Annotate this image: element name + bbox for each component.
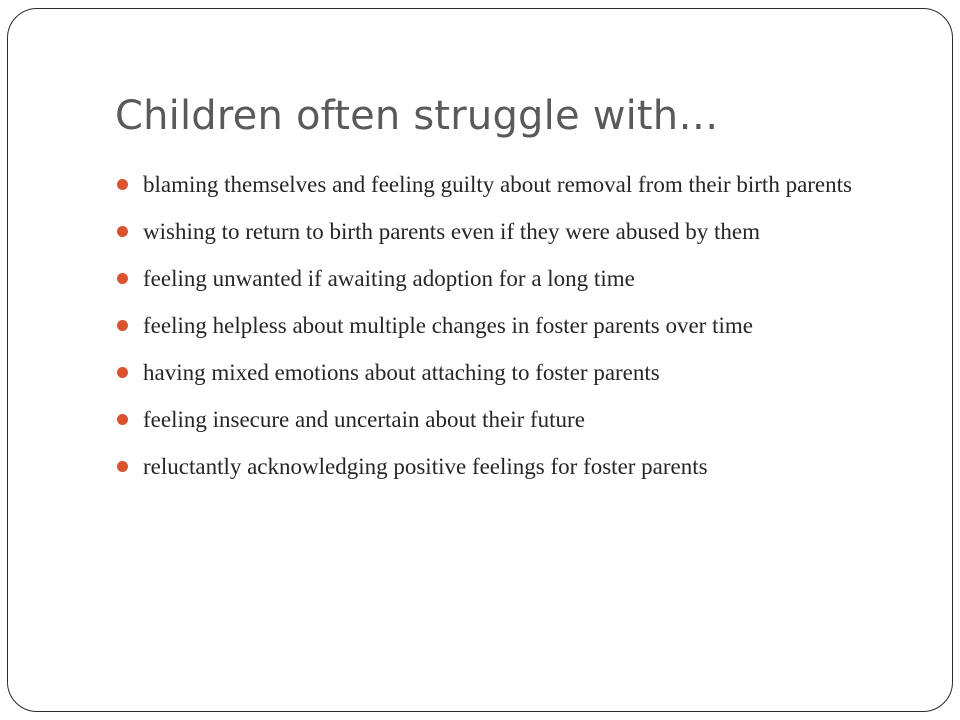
bullet-item bbox=[115, 355, 905, 390]
bullet-item bbox=[115, 261, 905, 296]
bullet-item bbox=[115, 449, 905, 484]
bullet-list bbox=[115, 167, 905, 496]
bullet-text: blaming themselves and feeling guilty about removal from their birth parents bbox=[143, 172, 852, 197]
bullet-dot-icon bbox=[117, 226, 128, 237]
bullet-dot-icon bbox=[117, 461, 128, 472]
bullet-text: wishing to return to birth parents even if they were abused by them bbox=[143, 219, 761, 244]
bullet-text: having mixed emotions about attaching to foster parents bbox=[143, 360, 660, 385]
slide-frame bbox=[7, 8, 953, 712]
bullet-item bbox=[115, 214, 905, 249]
bullet-dot-icon bbox=[117, 414, 128, 425]
slide-title: Children often struggle with… bbox=[115, 93, 719, 139]
bullet-item bbox=[115, 402, 905, 437]
bullet-text: feeling helpless about multiple changes in foster parents over time bbox=[143, 313, 753, 338]
bullet-dot-icon bbox=[117, 367, 128, 378]
bullet-item bbox=[115, 308, 905, 343]
bullet-item bbox=[115, 167, 905, 202]
bullet-text: feeling insecure and uncertain about their future bbox=[143, 407, 585, 432]
bullet-text: feeling unwanted if awaiting adoption for a long time bbox=[143, 266, 635, 291]
bullet-dot-icon bbox=[117, 273, 128, 284]
bullet-text: reluctantly acknowledging positive feelings for foster parents bbox=[143, 454, 708, 479]
bullet-dot-icon bbox=[117, 179, 128, 190]
bullet-dot-icon bbox=[117, 320, 128, 331]
